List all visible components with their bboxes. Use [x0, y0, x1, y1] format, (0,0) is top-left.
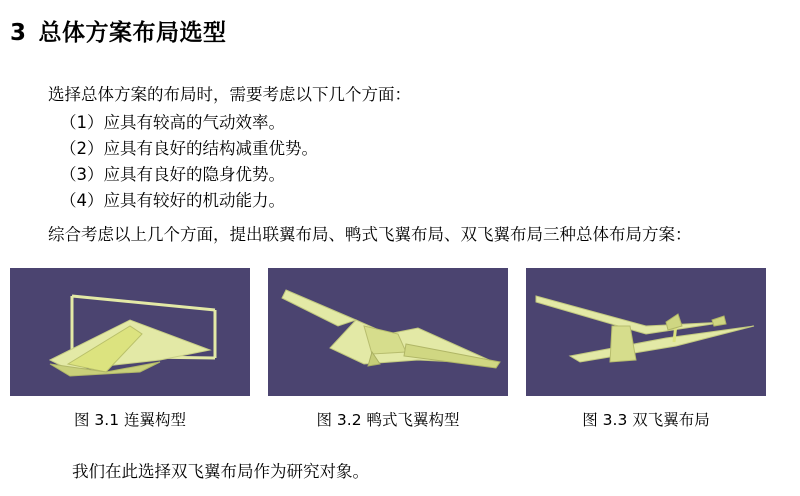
figures-row: [10, 268, 790, 430]
figure-3-2: [268, 268, 508, 430]
figure-caption: 图 3.2 鸭式飞翼构型: [316, 411, 460, 429]
joined-wing-configuration-image: [10, 268, 250, 396]
twin-flying-wing-layout-image: [526, 268, 766, 396]
section-heading: [10, 14, 227, 47]
figure-3-1: [10, 268, 250, 430]
lead-paragraph: 选择总体方案的布局时，需要考虑以下几个方面：: [48, 85, 411, 104]
list-item: （1）应具有较高的气动效率。: [60, 113, 285, 132]
section-number: 3: [10, 20, 27, 46]
body-text-block: [48, 82, 768, 248]
requirements-list: [48, 110, 768, 214]
list-item: （4）应具有较好的机动能力。: [60, 191, 285, 210]
closing-paragraph: 我们在此选择双飞翼布局作为研究对象。: [72, 462, 369, 481]
list-item: （3）应具有良好的隐身优势。: [60, 165, 285, 184]
summary-paragraph: 综合考虑以上几个方面，提出联翼布局、鸭式飞翼布局、双飞翼布局三种总体布局方案：: [48, 225, 692, 244]
figure-caption: 图 3.3 双飞翼布局: [582, 411, 710, 429]
list-item: （2）应具有良好的结构减重优势。: [60, 139, 318, 158]
figure-caption: 图 3.1 连翼构型: [73, 411, 186, 429]
section-title: 总体方案布局选型: [38, 20, 227, 46]
canard-flying-wing-configuration-image: [268, 268, 508, 396]
figure-3-3: [526, 268, 766, 430]
